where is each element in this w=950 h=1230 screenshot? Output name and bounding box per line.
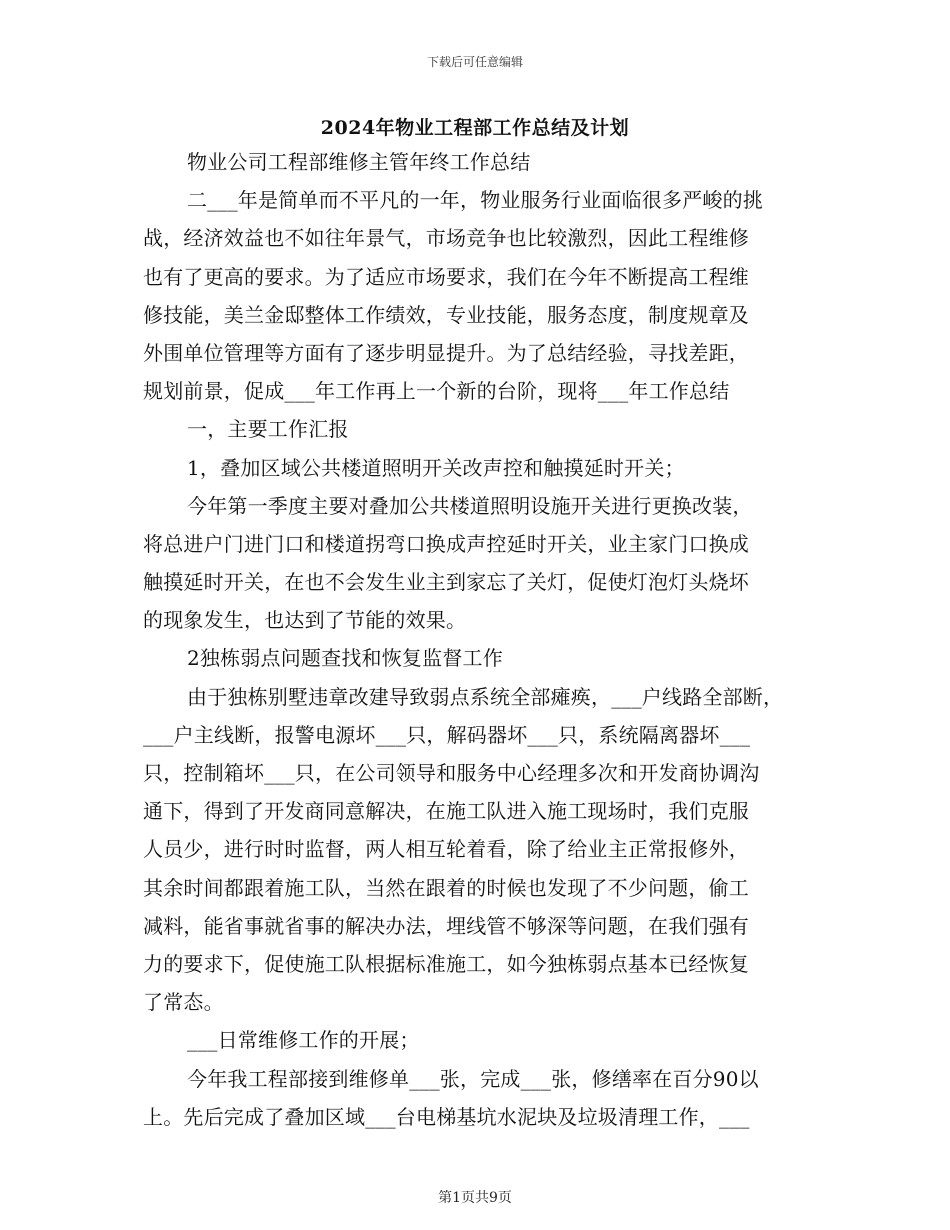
- text-line: 今年第一季度主要对叠加公共楼道照明设施开关进行更换改装，: [187, 493, 753, 518]
- text-line: 战，经济效益也不如往年景气，市场竞争也比较激烈，因此工程维修: [143, 226, 749, 251]
- text-line: 将总进户门进门口和楼道拐弯口换成声控延时开关，业主家门口换成: [143, 531, 749, 556]
- text-line: 一，主要工作汇报: [187, 417, 349, 442]
- text-line: 2独栋弱点问题查找和恢复监督工作: [187, 646, 503, 671]
- text-line: 外围单位管理等方面有了逐步明显提升。为了总结经验，寻找差距，: [143, 340, 749, 365]
- text-line: 的现象发生，也达到了节能的效果。: [143, 608, 467, 633]
- header-note: 下载后可任意编辑: [426, 55, 523, 69]
- text-line: 也有了更高的要求。为了适应市场要求，我们在今年不断提高工程维: [143, 264, 749, 289]
- text-line: 其余时间都跟着施工队，当然在跟着的时候也发现了不少问题，偷工: [143, 875, 749, 900]
- text-line: 人员少，进行时时监督，两人相互轮着看，除了给业主正常报修外，: [143, 837, 749, 862]
- text-line: 力的要求下，促使施工队根据标准施工，如今独栋弱点基本已经恢复: [143, 951, 749, 976]
- text-line: 今年我工程部接到维修单___张，完成___张，修缮率在百分90以: [187, 1066, 759, 1091]
- text-line: 二___年是简单而不平凡的一年，物业服务行业面临很多严峻的挑: [187, 188, 763, 213]
- text-line: 1，叠加区域公共楼道照明开关改声控和触摸延时开关；: [187, 455, 685, 480]
- text-line: 修技能，美兰金邸整体工作绩效，专业技能，服务态度，制度规章及: [143, 302, 749, 327]
- text-line: 规划前景，促成___年工作再上一个新的台阶，现将___年工作总结: [143, 379, 730, 404]
- text-line: ___户主线断，报警电源坏___只，解码器坏___只，系统隔离器坏___: [143, 722, 751, 747]
- page-footer: 第1页共9页: [438, 1190, 512, 1206]
- document-body: [143, 143, 815, 1136]
- text-line: 通下，得到了开发商同意解决，在施工队进入施工现场时，我们克服: [143, 799, 749, 824]
- document-title: 2024年物业工程部工作总结及计划: [320, 117, 630, 139]
- text-line: 由于独栋别墅违章改建导致弱点系统全部瘫痪，___户线路全部断，: [187, 684, 784, 709]
- text-line: 物业公司工程部维修主管年终工作总结: [187, 150, 531, 174]
- text-line: 只，控制箱坏___只，在公司领导和服务中心经理多次和开发商协调沟: [143, 761, 760, 785]
- text-line: 减料，能省事就省事的解决办法，埋线管不够深等问题，在我们强有: [143, 913, 749, 938]
- text-line: 了常态。: [143, 990, 224, 1015]
- text-line: ___日常维修工作的开展；: [187, 1028, 420, 1053]
- text-line: 上。先后完成了叠加区域___台电梯基坑水泥块及垃圾清理工作，___: [143, 1104, 750, 1129]
- text-line: 触摸延时开关，在也不会发生业主到家忘了关灯，促使灯泡灯头烧坏: [143, 570, 749, 595]
